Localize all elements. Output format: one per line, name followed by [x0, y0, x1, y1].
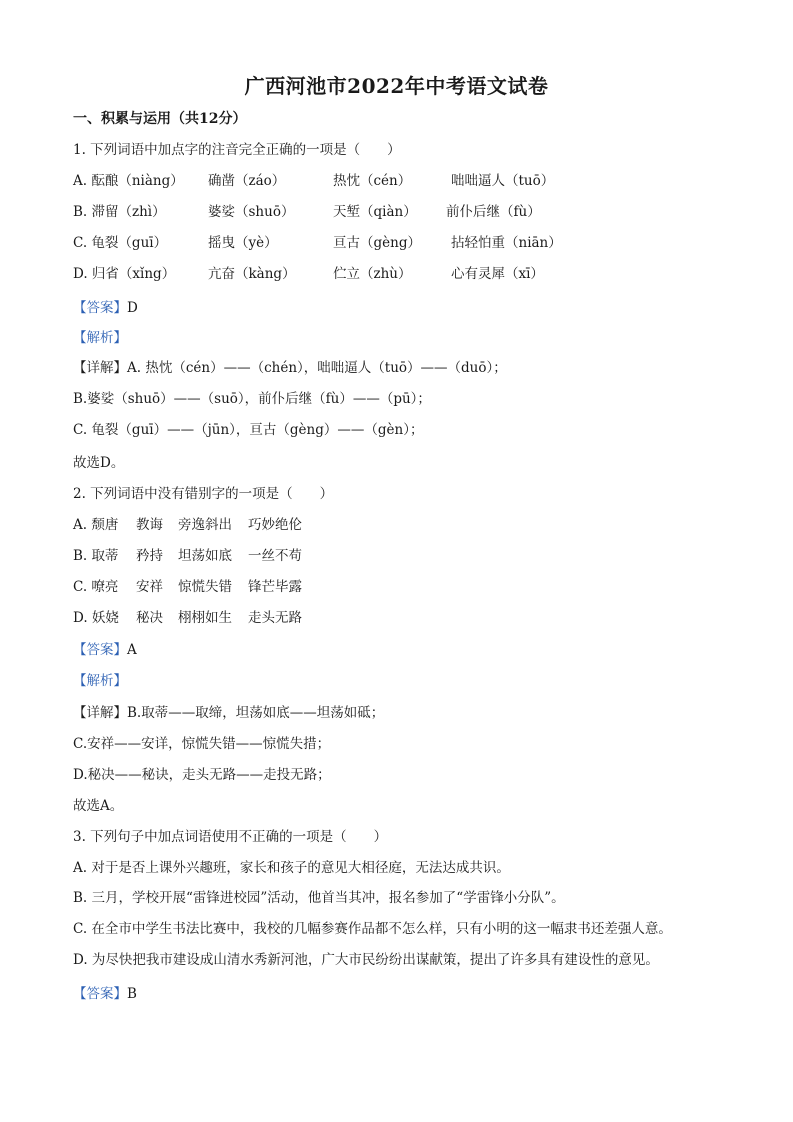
q1-b-word-4: 前仆后继（fù）	[446, 204, 541, 220]
answer-tag: 【答案】	[73, 300, 127, 316]
q2-d-word-1: D. 妖娆	[73, 610, 119, 626]
q3-option-a: A. 对于是否上课外兴趣班，家长和孩子的意见大相径庭，无法达成共识。	[73, 860, 510, 876]
q2-d-word-2: 秘决	[136, 610, 163, 626]
q1-c-word-3: 亘古（gèng）	[333, 235, 421, 251]
q2-analysis-tag: 【解析】	[73, 673, 127, 689]
q2-detail-3: D.秘决——秘诀，走头无路——走投无路；	[73, 767, 331, 783]
q1-a-word-1: A. 酝酿（niàng）	[73, 173, 184, 189]
q1-detail-3: C. 龟裂（guī）——（jūn），亘古（gèng）——（gèn）；	[73, 422, 424, 438]
q1-a-word-4: 咄咄逼人（tuō）	[451, 173, 555, 189]
q2-d-word-3: 栩栩如生	[178, 610, 232, 626]
q1-b-word-3: 天堑（qiàn）	[333, 204, 417, 220]
answer-value: D	[127, 300, 138, 316]
q2-b-word-1: B. 取蒂	[73, 548, 119, 564]
q1-stem: 1. 下列词语中加点字的注音完全正确的一项是（ ）	[73, 142, 401, 158]
q3-option-c: C. 在全市中学生书法比赛中，我校的几幅参赛作品都不怎么样，只有小明的这一幅隶书还差强人意。	[73, 921, 672, 937]
q2-a-word-1: A. 颓唐	[73, 517, 119, 533]
q2-b-word-2: 矜持	[136, 548, 163, 564]
q2-detail-4: 故选A。	[73, 798, 124, 814]
q2-a-word-2: 教诲	[136, 517, 163, 533]
q1-detail-4: 故选D。	[73, 455, 125, 471]
q3-option-d: D. 为尽快把我市建设成山清水秀新河池，广大市民纷纷出谋献策，提出了许多具有建设性的意见。	[73, 952, 659, 968]
answer-value: B	[127, 986, 137, 1002]
answer-tag: 【答案】	[73, 642, 127, 658]
q2-a-word-3: 旁逸斜出	[178, 517, 232, 533]
q2-a-word-4: 巧妙绝伦	[248, 517, 302, 533]
q2-c-word-2: 安祥	[136, 579, 163, 595]
q1-a-word-3: 热忱（cén）	[333, 173, 412, 189]
answer-tag: 【答案】	[73, 986, 127, 1002]
q2-c-word-3: 惊慌失错	[178, 579, 232, 595]
q1-b-word-2: 婆娑（shuō）	[208, 204, 295, 220]
q1-d-word-1: D. 归省（xǐng）	[73, 266, 176, 282]
q1-answer	[73, 299, 138, 317]
page-title: 广西河池市2022年中考语文试卷	[244, 74, 549, 98]
q2-c-word-4: 锋芒毕露	[248, 579, 302, 595]
q2-b-word-3: 坦荡如底	[178, 548, 232, 564]
q1-detail-1	[73, 359, 507, 377]
q2-detail-1	[73, 704, 384, 722]
q1-c-word-2: 摇曳（yè）	[208, 235, 278, 251]
q2-detail-2: C.安祥——安详，惊慌失错——惊慌失措；	[73, 736, 331, 752]
q1-c-word-4: 拈轻怕重（niān）	[451, 235, 562, 251]
q1-a-word-2: 确凿（záo）	[208, 173, 286, 189]
detail-tag: 【详解】	[73, 360, 127, 376]
q3-option-b: B. 三月，学校开展“雷锋进校园”活动，他首当其冲，报名参加了“学雷锋小分队”。	[73, 890, 565, 906]
q1-c-word-1: C. 龟裂（guī）	[73, 235, 168, 251]
q3-answer	[73, 985, 137, 1003]
detail-tag: 【详解】	[73, 705, 127, 721]
q1-b-word-1: B. 滞留（zhì）	[73, 204, 166, 220]
q1-detail-2: B.婆娑（shuō）——（suō），前仆后继（fù）——（pū）；	[73, 391, 431, 407]
section-heading: 一、积累与运用（共12分）	[73, 111, 247, 127]
q1-d-word-4: 心有灵犀（xī）	[451, 266, 544, 282]
q2-answer	[73, 641, 137, 659]
q1-d-word-3: 伫立（zhù）	[333, 266, 412, 282]
q2-b-word-4: 一丝不苟	[248, 548, 302, 564]
q2-stem: 2. 下列词语中没有错别字的一项是（ ）	[73, 486, 334, 502]
q2-c-word-1: C. 嘹亮	[73, 579, 119, 595]
detail-text: B.取蒂——取缔，坦荡如底——坦荡如砥；	[127, 705, 385, 721]
q1-analysis-tag: 【解析】	[73, 330, 127, 346]
q1-d-word-2: 亢奋（kàng）	[208, 266, 296, 282]
detail-text: A. 热忱（cén）——（chén），咄咄逼人（tuō）——（duō）；	[127, 360, 507, 376]
q2-d-word-4: 走头无路	[248, 610, 302, 626]
answer-value: A	[127, 642, 137, 658]
q3-stem: 3. 下列句子中加点词语使用不正确的一项是（ ）	[73, 829, 388, 845]
